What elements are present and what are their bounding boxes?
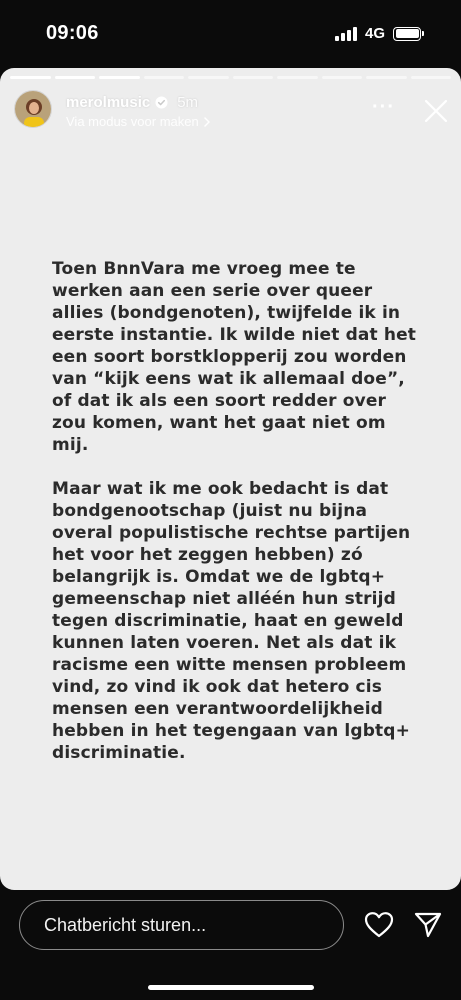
home-indicator[interactable]: [148, 985, 314, 990]
status-bar: [0, 0, 461, 66]
network-type: 4G: [364, 25, 385, 42]
progress-segment: [322, 76, 363, 79]
story-card[interactable]: [0, 68, 461, 890]
story-header: [14, 90, 451, 134]
progress-segment: [10, 76, 51, 79]
progress-segment: [55, 76, 96, 79]
creation-mode-link[interactable]: [66, 114, 212, 129]
avatar[interactable]: [14, 90, 52, 128]
story-paragraph-2: Maar wat ik me ook bedacht is dat bondgenootschap (juist nu bijna overal populistische rechtse partijen het voor het zeggen hebben) zó belangrijk is. Omdat we de lgbtq+ gemeenschap niet alléén hun strijd tegen discriminatie, haat en geweld kunnen laten voeren. Net als dat ik racisme een witte mensen probleem vind, zo vind ik ook dat hetero cis mensen een verantwoordelijkheid hebben in het tegengaan van lgbtq+ discriminatie.: [52, 479, 411, 763]
story-paragraph-1: Toen BnnVara me vroeg mee te werken aan een serie over queer allies (bondgenoten), twijfelde ik in eerste instantie. Ik wilde niet dat het een soort borstklopperij zou worden van “kijk eens wat ik allemaal doe”, of dat ik als een soort redder over zou komen, want het gaat niet om mij.: [52, 259, 417, 455]
story-progress-bar: [10, 76, 451, 79]
progress-segment: [411, 76, 452, 79]
message-input[interactable]: [19, 900, 344, 950]
send-icon[interactable]: [413, 911, 443, 939]
heart-icon[interactable]: [364, 911, 394, 939]
progress-segment: [99, 76, 140, 79]
status-time: 09:06: [46, 22, 99, 44]
story-text: [52, 258, 422, 764]
more-icon[interactable]: ···: [372, 96, 395, 118]
time-ago: 5m: [177, 94, 199, 111]
chevron-right-icon: [202, 116, 212, 128]
progress-segment: [188, 76, 229, 79]
battery-icon: [393, 27, 421, 41]
progress-segment: [277, 76, 318, 79]
progress-segment: [366, 76, 407, 79]
status-indicators: [335, 25, 421, 42]
username[interactable]: merolmusic: [66, 94, 151, 111]
verified-badge-icon: [155, 96, 168, 109]
progress-segment: [233, 76, 274, 79]
reply-bar: [0, 890, 461, 964]
progress-segment: [144, 76, 185, 79]
message-input-placeholder: Chatbericht sturen...: [44, 914, 207, 935]
username-line: [66, 94, 198, 111]
cellular-signal-icon: [335, 27, 357, 41]
subtitle-label: Via modus voor maken: [66, 114, 199, 129]
close-icon[interactable]: [423, 98, 449, 124]
